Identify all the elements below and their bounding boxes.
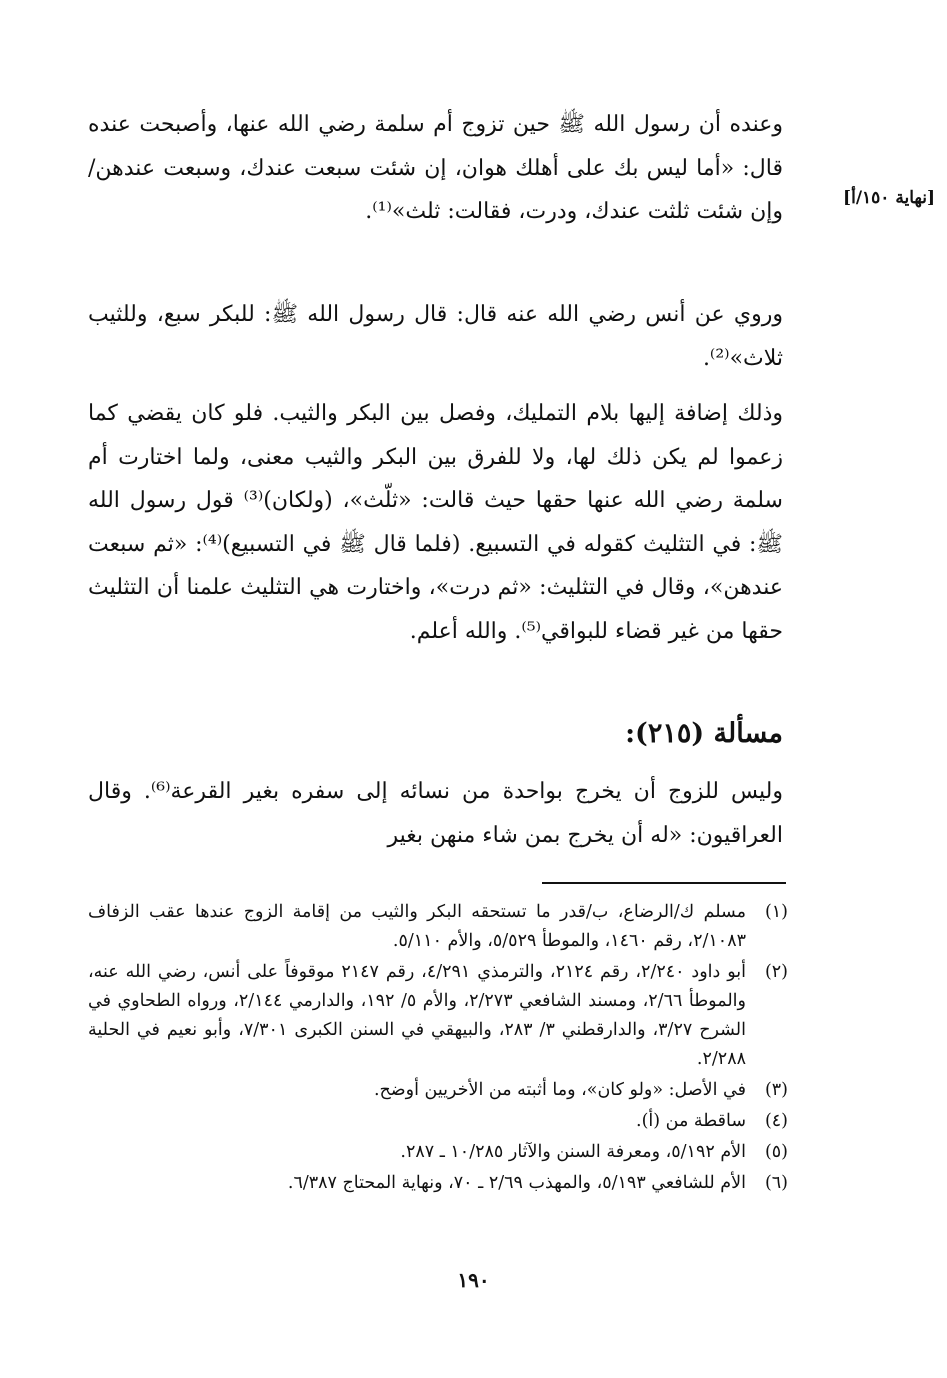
footnote-number: (٦) xyxy=(764,1173,788,1193)
footnote-6 xyxy=(88,1169,788,1198)
margin-folio-note: [نهاية ١٥٠/أ] xyxy=(843,188,935,208)
paragraph-1: وعنده أن رسول الله ﷺ حين تزوج أم سلمة رضي الله عنها، وأصبحت عنده قال: «أما ليس بك على أهلك هوان، إن شئت سبعت عندك، وسبعت عندهن/ وإن شئت ثلثت عندك، ودرت، فقالت: ثلث»⁽¹⁾. xyxy=(88,112,783,224)
footnote-text: في الأصل: «ولو كان»، وما أثبته من الأخريين أوضح. xyxy=(373,1080,746,1100)
footnote-number: (١) xyxy=(764,902,788,922)
footnote-number: (٣) xyxy=(764,1080,788,1100)
footnotes xyxy=(88,898,788,1200)
footnote-text: ساقطة من (أ). xyxy=(636,1111,746,1131)
paragraph-3: وذلك إضافة إليها بلام التمليك، وفصل بين البكر والثيب. فلو كان يقضي كما زعموا لم يكن ذلك لها، ولا للفرق بين البكر والثيب معنى، ولما اختارت أم سلمة رضي الله عنها حقها حيث قالت: «ثلّث»، (ولكان)⁽³⁾ قول رسول الله ﷺ: في التثليث كقوله في التسبيع. (فلما قال ﷺ في التسبيع)⁽⁴⁾: «ثم سبعت عندهن»، وقال في التثليث: «ثم درت»، واختارت هي التثليث علمنا أن التثليث حقها من غير قضاء للبواقي⁽⁵⁾. والله أعلم. xyxy=(88,401,783,644)
page-number: ١٩٠ xyxy=(457,1268,490,1292)
footnote-4 xyxy=(88,1107,788,1136)
footnote-number: (٤) xyxy=(764,1111,788,1131)
footnote-number: (٢) xyxy=(764,962,788,982)
footnote-2 xyxy=(88,958,788,1074)
footnote-1 xyxy=(88,898,788,956)
footnote-text: الأم ٥/١٩٢، ومعرفة السنن والآثار ١٠/٢٨٥ ـ ٢٨٧. xyxy=(400,1142,746,1162)
paragraph-2: وروي عن أنس رضي الله عنه قال: قال رسول الله ﷺ: للبكر سبع، وللثيب ثلاث»⁽²⁾. xyxy=(88,302,783,371)
paragraph-4: وليس للزوج أن يخرج بواحدة من نسائه إلى سفره بغير القرعة⁽⁶⁾. وقال العراقيون: «له أن يخرج بمن شاء منهن بغير xyxy=(88,779,783,848)
footnote-text: مسلم ك/الرضاع، ب/قدر ما تستحقه البكر والثيب من إقامة الزوج عندها عقب الزفاف ٢/١٠٨٣، رقم ١٤٦٠، والموطأ ٥/٥٢٩، والأم ٥/١١٠. xyxy=(88,902,746,951)
footnote-5 xyxy=(88,1138,788,1167)
issue-heading: مسألة (٢١٥): xyxy=(625,718,783,749)
footnote-text: الأم للشافعي ٥/١٩٣، والمهذب ٢/٦٩ ـ ٧٠، ونهاية المحتاج ٦/٣٨٧. xyxy=(287,1173,746,1193)
footnote-divider xyxy=(542,882,786,884)
footnote-number: (٥) xyxy=(764,1142,788,1162)
footnote-3 xyxy=(88,1076,788,1105)
footnote-text: أبو داود ٢/٢٤٠، رقم ٢١٢٤، والترمذي ٤/٢٩١، رقم ٢١٤٧ موقوفاً على أنس، رضي الله عنه، والموطأ ٢/٦٦، ومسند الشافعي ٢/٢٧٣، والأم ٥/ ١٩٢، والدارمي ٢/١٤٤، ورواه الطحاوي في الشرح ٣/٢٧، والدارقطني ٣/ ٢٨٣، والبيهقي في السنن الكبرى ٧/٣٠١، وأبو نعيم في الحلية ٢/٢٨٨. xyxy=(88,962,746,1069)
